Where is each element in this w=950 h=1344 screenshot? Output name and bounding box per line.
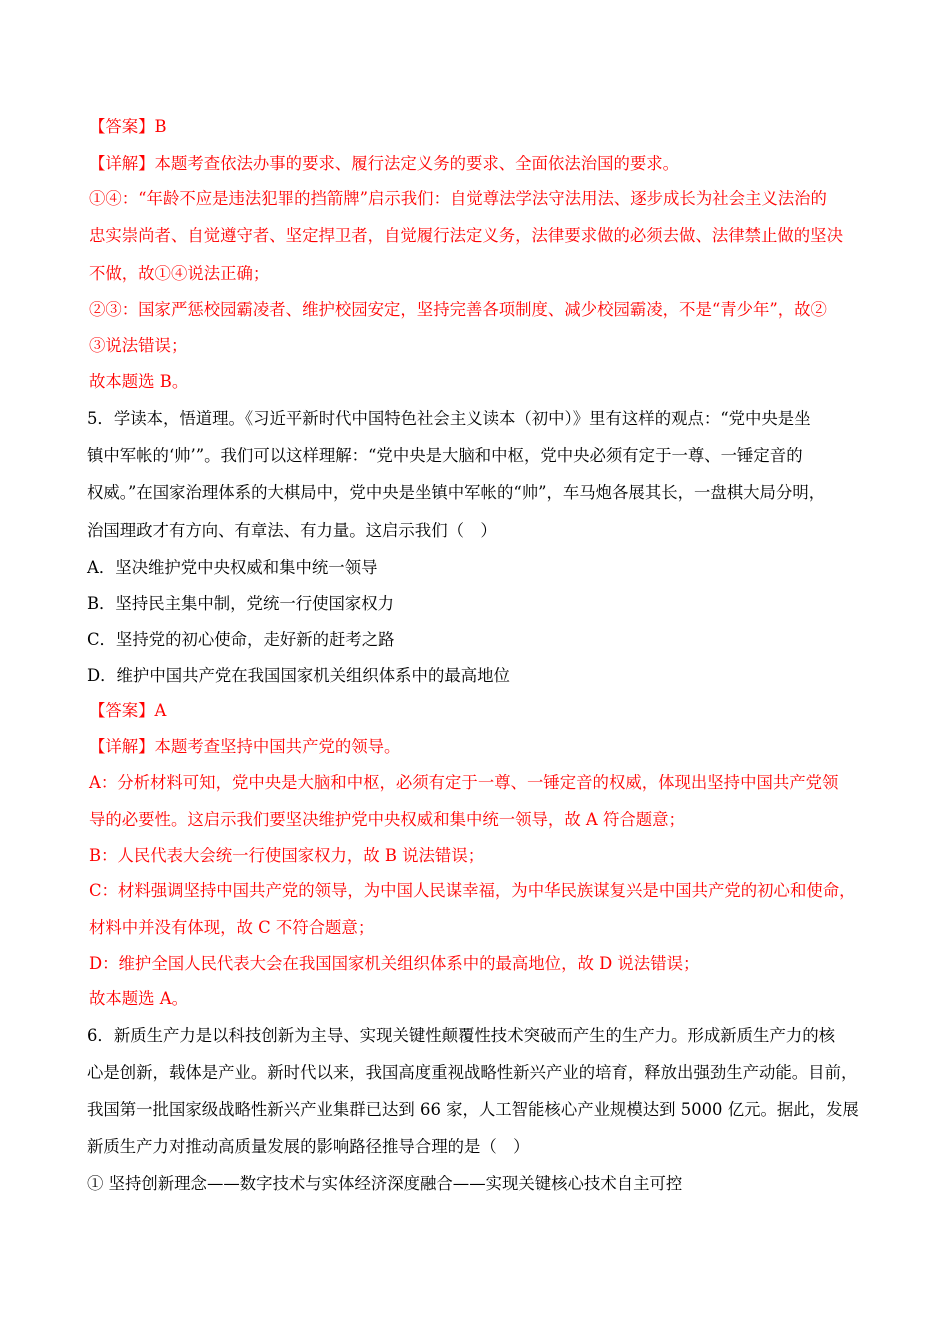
question-5-stem: 权威。”在国家治理体系的大棋局中，党中央是坐镇中军帐的“帅”，车马炮各展其长，一盘棋大局分明， (87, 483, 826, 502)
question-6-stem: 心是创新，载体是产业。新时代以来，我国高度重视战略性新兴产业的培育，释放出强劲生产动能。目前， (87, 1063, 858, 1082)
explanation-text: C：材料强调坚持中国共产党的领导，为中国人民谋幸福，为中华民族谋复兴是中国共产党的初心和使命， (89, 881, 856, 900)
explanation-text: 材料中并没有体现，故 C 不符合题意； (89, 918, 375, 937)
explanation-intro: 【详解】本题考查依法办事的要求、履行法定义务的要求、全面依法治国的要求。 (89, 154, 680, 173)
explanation-text: B：人民代表大会统一行使国家权力，故 B 说法错误； (89, 846, 485, 865)
question-6-stem: 新质生产力对推动高质量发展的影响路径推导合理的是（ ） (87, 1137, 530, 1156)
question-5-stem: 治国理政才有方向、有章法、有力量。这启示我们（ ） (87, 521, 497, 540)
conclusion-text: 故本题选 A。 (89, 989, 188, 1008)
option-c: C．坚持党的初心使命，走好新的赶考之路 (87, 630, 395, 649)
explanation-text: 导的必要性。这启示我们要坚决维护党中央权威和集中统一领导，故 A 符合题意； (89, 810, 685, 829)
explanation-text: ③说法错误； (89, 336, 188, 355)
question-6-stem: 6．新质生产力是以科技创新为主导、实现关键性颠覆性技术突破而产生的生产力。形成新质生产力的核 (87, 1026, 836, 1045)
answer-label: 【答案】B (89, 117, 167, 136)
option-d: D．维护中国共产党在我国国家机关组织体系中的最高地位 (87, 666, 510, 685)
explanation-text: D：维护全国人民代表大会在我国国家机关组织体系中的最高地位，故 D 说法错误； (89, 954, 700, 973)
question-5-stem: 镇中军帐的‘帅’”。我们可以这样理解：“党中央是大脑和中枢，党中央必须有定于一尊、一锤定音的 (87, 446, 803, 465)
question-5-stem: 5．学读本，悟道理。《习近平新时代中国特色社会主义读本（初中）》里有这样的观点：“党中央是坐 (87, 409, 811, 428)
option-a: A．坚决维护党中央权威和集中统一领导 (87, 558, 378, 577)
explanation-text: ②③：国家严惩校园霸凌者、维护校园安定，坚持完善各项制度、减少校园霸凌，不是“青少年”，故② (89, 300, 827, 319)
explanation-intro: 【详解】本题考查坚持中国共产党的领导。 (89, 737, 401, 756)
answer-label: 【答案】A (89, 701, 167, 720)
option-b: B．坚持民主集中制，党统一行使国家权力 (87, 594, 395, 613)
explanation-text: 不做，故①④说法正确； (89, 264, 270, 283)
explanation-text: A：分析材料可知，党中央是大脑和中枢，必须有定于一尊、一锤定音的权威，体现出坚持中国共产党领 (89, 773, 839, 792)
explanation-text: ①④：“年龄不应是违法犯罪的挡箭牌”启示我们：自觉尊法学法守法用法、逐步成长为社会主义法治的 (89, 189, 827, 208)
question-6-item-1: ① 坚持创新理念——数字技术与实体经济深度融合——实现关键核心技术自主可控 (87, 1174, 683, 1193)
question-6-stem: 我国第一批国家级战略性新兴产业集群已达到 66 家，人工智能核心产业规模达到 5000 亿元。据此，发展 (87, 1100, 859, 1119)
conclusion-text: 故本题选 B。 (89, 372, 189, 391)
explanation-text: 忠实崇尚者、自觉遵守者、坚定捍卫者，自觉履行法定义务，法律要求做的必须去做、法律禁止做的坚决 (89, 226, 843, 245)
